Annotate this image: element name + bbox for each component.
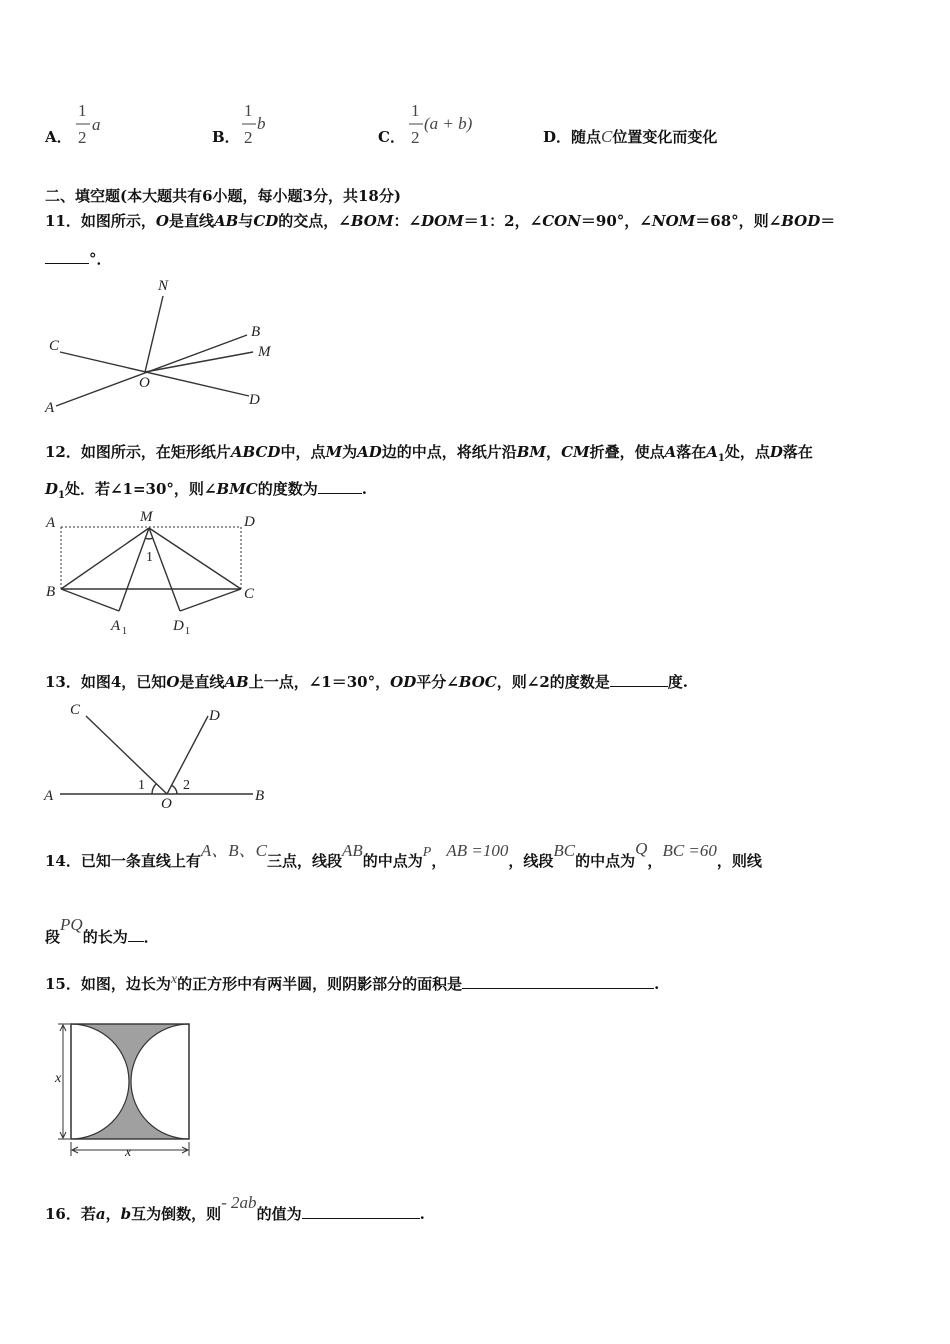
option-b-label: B． [212, 128, 240, 146]
q13-text: 13．如图4，已知O是直线AB上一点，∠1＝30°，OD平分∠BOC，则∠2的度数是 度. [45, 673, 688, 691]
q12-text-cont: $D_1$处．若∠1=30°，则∠BMC的度数为 . [45, 480, 367, 501]
label-d1-sub: 1 [185, 626, 190, 637]
label-a: A [45, 400, 55, 416]
option-a-label: A． [45, 128, 72, 146]
option-d-post: 位置变化而变化 [612, 128, 718, 146]
option-c-numerator: 1 [411, 101, 420, 120]
label-angle-1: 1 [146, 550, 153, 565]
q15-text: 15．如图，边长为x的正方形中有两半圆，则阴影部分的面积是 . [45, 972, 660, 993]
option-c-denominator: 2 [411, 128, 420, 147]
label-o: O [139, 375, 150, 391]
label-a: A [46, 515, 56, 531]
label-b: B [46, 584, 56, 600]
option-c-expr: (a + b) [424, 114, 473, 133]
label-a: A [44, 788, 54, 804]
section-title: 二、填空题(本大题共有6小题，每小题3分，共18分) [45, 187, 401, 205]
label-d: D [209, 708, 220, 724]
q14-text-cont: 段PQ的长为 ． [45, 915, 159, 946]
label-c: C [70, 702, 81, 718]
option-b-denominator: 2 [244, 128, 253, 147]
q14-text: 14．已知一条直线上有A、B、C三点，线段AB的中点为P，AB =100，线段BC的中点为Q，BC =60，则线 [45, 839, 762, 870]
option-d-pre: 随点 [571, 128, 602, 146]
label-d: D [249, 392, 260, 408]
label-m: M [258, 344, 271, 360]
q12-text: 12．如图所示，在矩形纸片ABCD中，点M为AD边的中点，将纸片沿BM，CM折叠，使点A落在$A_1$处，点D落在 [45, 443, 813, 464]
option-b-expr: b [257, 114, 266, 133]
option-c-label: C． [378, 128, 405, 146]
q11-text: 11．如图所示，O是直线AB与CD的交点，∠BOM：∠DOM＝1：2，∠CON＝90°，∠NOM＝68°，则∠BOD＝ [45, 212, 836, 230]
answer-blank[interactable] [302, 1204, 420, 1219]
label-n: N [158, 278, 169, 294]
label-a1-sub: 1 [122, 626, 127, 637]
q11-answer-line: °． [45, 249, 112, 269]
label-b: B [251, 324, 261, 340]
label-d: D [244, 514, 255, 530]
option-a-expr: a [92, 115, 101, 134]
option-b-numerator: 1 [244, 101, 253, 120]
label-c: C [244, 586, 255, 602]
label-c: C [49, 338, 60, 354]
q16-text: 16．若a，b互为倒数，则- 2ab的值为 . [45, 1193, 425, 1223]
option-a-numerator: 1 [78, 101, 87, 120]
label-angle-2: 2 [183, 778, 190, 793]
label-o: O [161, 796, 172, 812]
option-d-var: C [601, 127, 613, 146]
label-b: B [255, 788, 265, 804]
label-a1: A [111, 618, 121, 634]
label-m: M [140, 509, 153, 525]
option-a-denominator: 2 [78, 128, 87, 147]
label-d1: D [173, 618, 184, 634]
label-angle-1: 1 [138, 778, 145, 793]
label-side-x: x [55, 1071, 62, 1086]
option-d-label: D． [543, 128, 572, 146]
label-bottom-x: x [125, 1145, 132, 1160]
